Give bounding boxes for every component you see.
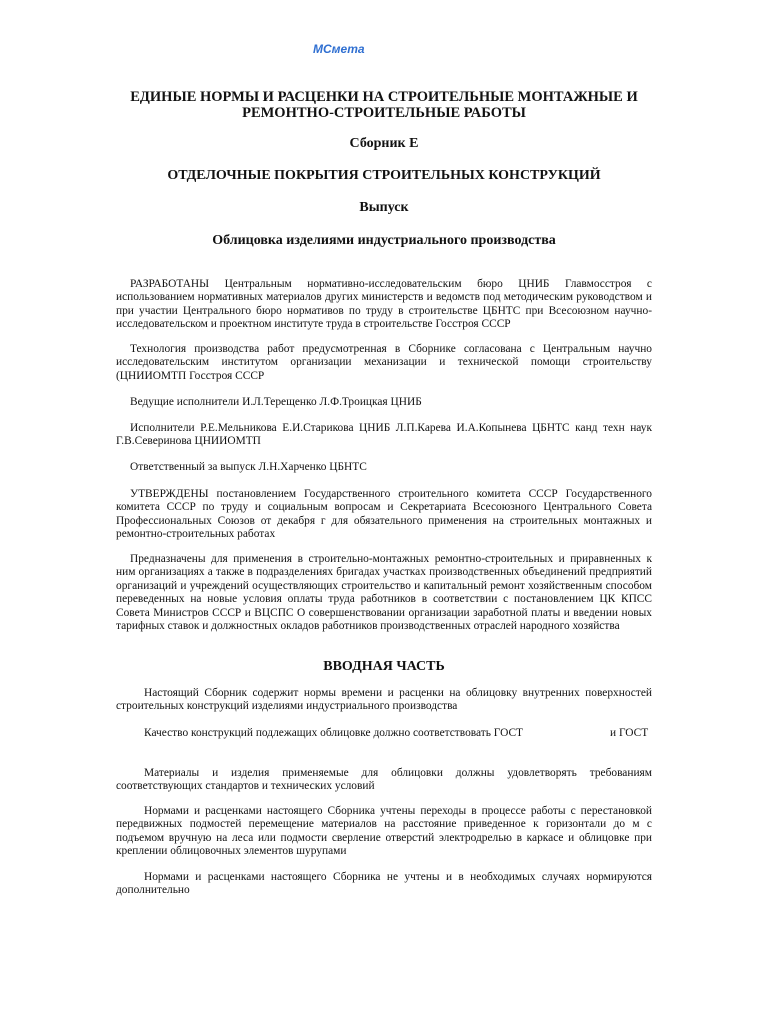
intro-paragraph-1: Настоящий Сборник содержит нормы времени и расценки на облицовку внутренних поверхностей строительных конструкций изделиями индустриального производства bbox=[116, 687, 652, 713]
intro-heading: ВВОДНАЯ ЧАСТЬ bbox=[323, 659, 445, 674]
intro-paragraph-2-part-1: Качество конструкций подлежащих облицовке должно соответствовать ГОСТ bbox=[144, 727, 524, 739]
msmeta-logo: МСмета bbox=[313, 42, 365, 56]
paragraph-technology: Технология производства работ предусмотренная в Сборнике согласована с Центральным научно исследовательским институтом организации механизации и технической помощи строительству (ЦНИИОМТП Госстроя СССР bbox=[116, 343, 652, 382]
paragraph-lead-executors: Ведущие исполнители И.Л.Терещенко Л.Ф.Троицкая ЦНИБ bbox=[130, 396, 422, 408]
paragraph-intended: Предназначены для применения в строительно-монтажных ремонтно-строительных и приравненных к ним организациях а также в подразделениях бригадах участках производственных объединений предприятий организаций и учреждений осуществляющих строительство и капитальный ремонт хозяйственным способом переведенных на новые условия оплаты труда работников в соответствии с постановлением ЦК КПСС Совета Министров СССР и ВЦСПС О совершенствовании организации заработной платы и введении новых тарифных ставок и должностных окладов работников производственных отраслей народного хозяйства bbox=[116, 553, 652, 633]
paragraph-developed: РАЗРАБОТАНЫ Центральным нормативно-исследовательским бюро ЦНИБ Главмосстроя с использованием нормативных материалов других министерств и ведомств под методическим руководством и при участии Центрального бюро нормативов по труду в строительстве ЦБНТС при Всесоюзном научно-исследовательском и проектном институте труда в строительстве Госстроя СССР bbox=[116, 278, 652, 331]
intro-paragraph-2-part-2: и ГОСТ bbox=[610, 727, 649, 739]
intro-paragraph-3: Материалы и изделия применяемые для облицовки должны удовлетворять требованиям соответствующих стандартов и технических условий bbox=[116, 767, 652, 793]
issue-label: Выпуск bbox=[359, 200, 409, 215]
document-title-line-1: ЕДИНЫЕ НОРМЫ И РАСЦЕНКИ НА СТРОИТЕЛЬНЫЕ МОНТАЖНЫЕ И bbox=[130, 89, 638, 105]
document-title-line-2: РЕМОНТНО-СТРОИТЕЛЬНЫЕ РАБОТЫ bbox=[242, 105, 526, 121]
section-title: ОТДЕЛОЧНЫЕ ПОКРЫТИЯ СТРОИТЕЛЬНЫХ КОНСТРУКЦИЙ bbox=[167, 168, 601, 183]
paragraph-responsible: Ответственный за выпуск Л.Н.Харченко ЦБНТС bbox=[130, 461, 367, 473]
paragraph-approved: УТВЕРЖДЕНЫ постановлением Государственного строительного комитета СССР Государственного комитета СССР по труду и социальным вопросам и Секретариата Всесоюзного Центрального Совета Профессиональных Союзов от декабря г для обязательного применения на строительных монтажных и ремонтно-строительных работах bbox=[116, 488, 652, 541]
paragraph-executors: Исполнители Р.Е.Мельникова Е.И.Старикова ЦНИБ Л.П.Карева И.А.Копынева ЦБНТС канд техн наук Г.В.Северинова ЦНИИОМТП bbox=[116, 422, 652, 448]
collection-label: Сборник Е bbox=[349, 136, 419, 151]
intro-paragraph-5: Нормами и расценками настоящего Сборника не учтены и в необходимых случаях нормируются дополнительно bbox=[116, 871, 652, 897]
issue-title: Облицовка изделиями индустриального производства bbox=[212, 233, 556, 248]
intro-paragraph-4: Нормами и расценками настоящего Сборника учтены переходы в процессе работы с перестановкой передвижных подмостей перемещение материалов на расстояние приведенное к горизонтали до м с подъемом вручную на леса или подмости сверление отверстий электродрелью в каркасе и облицовке при креплении облицовочных элементов шурупами bbox=[116, 805, 652, 858]
